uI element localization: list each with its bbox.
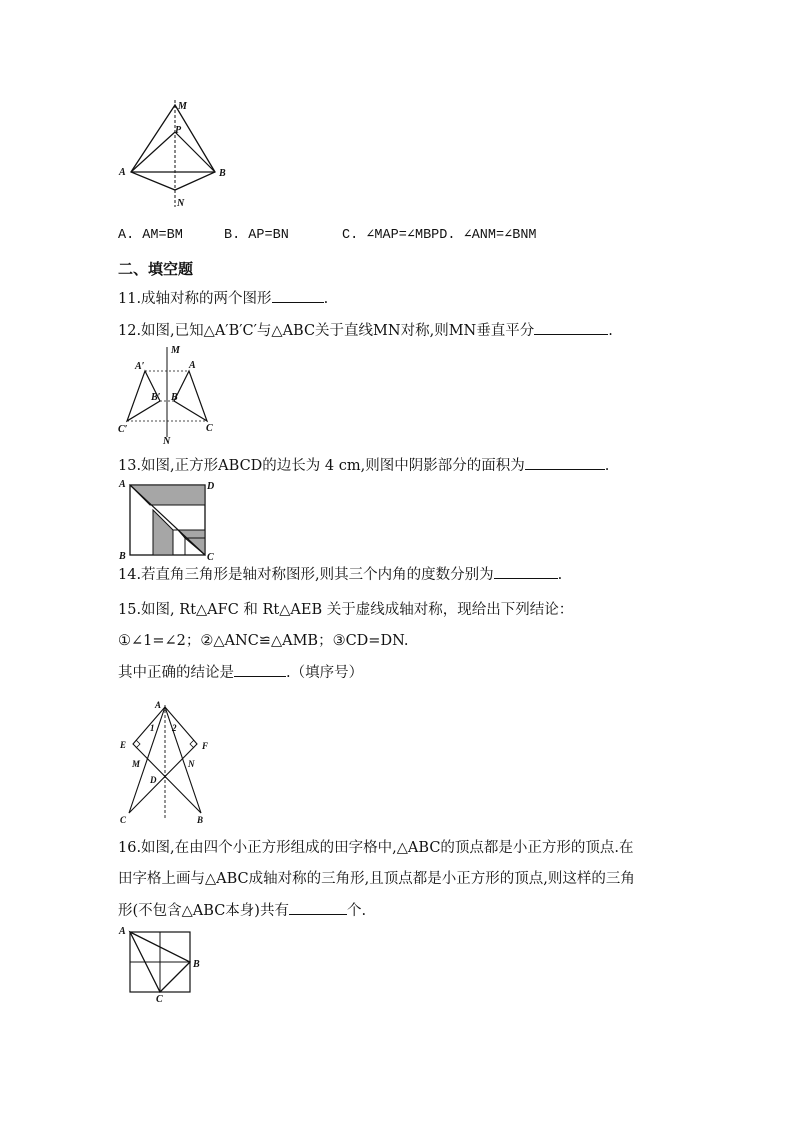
label-C: C: [207, 552, 214, 563]
section-title: 二、填空题: [118, 260, 194, 278]
label-M: M: [178, 101, 187, 112]
label-B: B: [197, 815, 204, 825]
label-E: E: [120, 740, 127, 750]
question-11: 11.成轴对称的两个图形 .: [118, 288, 328, 309]
label-C: C: [120, 815, 127, 825]
q13-figure: [115, 475, 220, 563]
q12-figure: [115, 343, 220, 445]
question-15-conclusions: ①∠1=∠2；②△ANC≌△AMB；③CD=DN.: [118, 633, 409, 649]
label-A: A: [189, 360, 196, 371]
label-C: C: [206, 423, 213, 434]
shaded-region-left: [153, 510, 173, 555]
label-D: D: [207, 481, 215, 492]
label-N: N: [188, 759, 195, 769]
question-14: 14.若直角三角形是轴对称图形,则其三个内角的度数分别为 .: [118, 564, 562, 585]
label-angle-1: 1: [150, 723, 155, 733]
answer-blank[interactable]: [289, 900, 347, 915]
label-A: A: [155, 700, 162, 710]
label-P: P: [175, 125, 182, 136]
question-12: 12.如图,已知△A′B′C′与△ABC关于直线MN对称,则MN垂直平分 .: [118, 320, 613, 341]
label-F: F: [202, 741, 209, 751]
q14-text: 14.若直角三角形是轴对称图形,则其三个内角的度数分别为: [118, 567, 494, 583]
answer-blank[interactable]: [525, 455, 605, 470]
label-B: B: [171, 392, 178, 403]
label-B: B: [193, 959, 200, 970]
label-C-prime: C′: [118, 424, 128, 435]
question-16-line3: 形(不包含△ABC本身)共有 个.: [118, 900, 366, 921]
question-16-line1: 16.如图,在由四个小正方形组成的田字格中,△ABC的顶点都是小正方形的顶点.在: [118, 840, 634, 856]
answer-blank[interactable]: [534, 320, 608, 335]
label-A-prime: A′: [135, 361, 145, 372]
question-13: 13.如图,正方形ABCD的边长为 4 cm,则图中阴影部分的面积为 .: [118, 455, 609, 476]
label-M: M: [132, 759, 141, 769]
q12-text: 12.如图,已知△A′B′C′与△ABC关于直线MN对称,则MN垂直平分: [118, 323, 535, 339]
label-A: A: [119, 167, 126, 178]
q13-text: 13.如图,正方形ABCD的边长为 4 cm,则图中阴影部分的面积为: [118, 458, 525, 474]
label-N: N: [163, 436, 171, 445]
q10-option-a: A. AM=BM: [118, 228, 183, 243]
answer-blank[interactable]: [234, 662, 286, 677]
label-B-prime: B′: [151, 392, 161, 403]
label-M: M: [171, 345, 180, 356]
q10-option-b: B. AP=BN: [224, 228, 289, 243]
label-B: B: [219, 168, 226, 179]
answer-blank[interactable]: [272, 288, 324, 303]
q15-figure: [115, 697, 220, 827]
label-B: B: [119, 551, 126, 562]
q10-option-c: C. ∠MAP=∠MBPD. ∠ANM=∠BNM: [342, 228, 537, 243]
triangle-abc: [174, 371, 207, 421]
label-N: N: [177, 198, 185, 209]
q16-figure: [115, 925, 215, 1005]
q11-text: 11.成轴对称的两个图形: [118, 291, 272, 307]
question-16-line2: 田字格上画与△ABC成轴对称的三角形,且顶点都是小正方形的顶点,则这样的三角: [118, 871, 635, 887]
label-C: C: [156, 994, 163, 1005]
answer-blank[interactable]: [494, 564, 558, 579]
label-A: A: [119, 926, 126, 937]
question-15-line1: 15.如图, Rt△AFC 和 Rt△AEB 关于虚线成轴对称，现给出下列结论：: [118, 602, 574, 618]
kite-outline: [131, 105, 215, 190]
label-angle-2: 2: [172, 723, 177, 733]
label-D: D: [150, 775, 157, 785]
q10-figure: [115, 95, 235, 215]
label-A: A: [119, 479, 126, 490]
question-15-line3: 其中正确的结论是 .（填序号）: [118, 662, 363, 683]
